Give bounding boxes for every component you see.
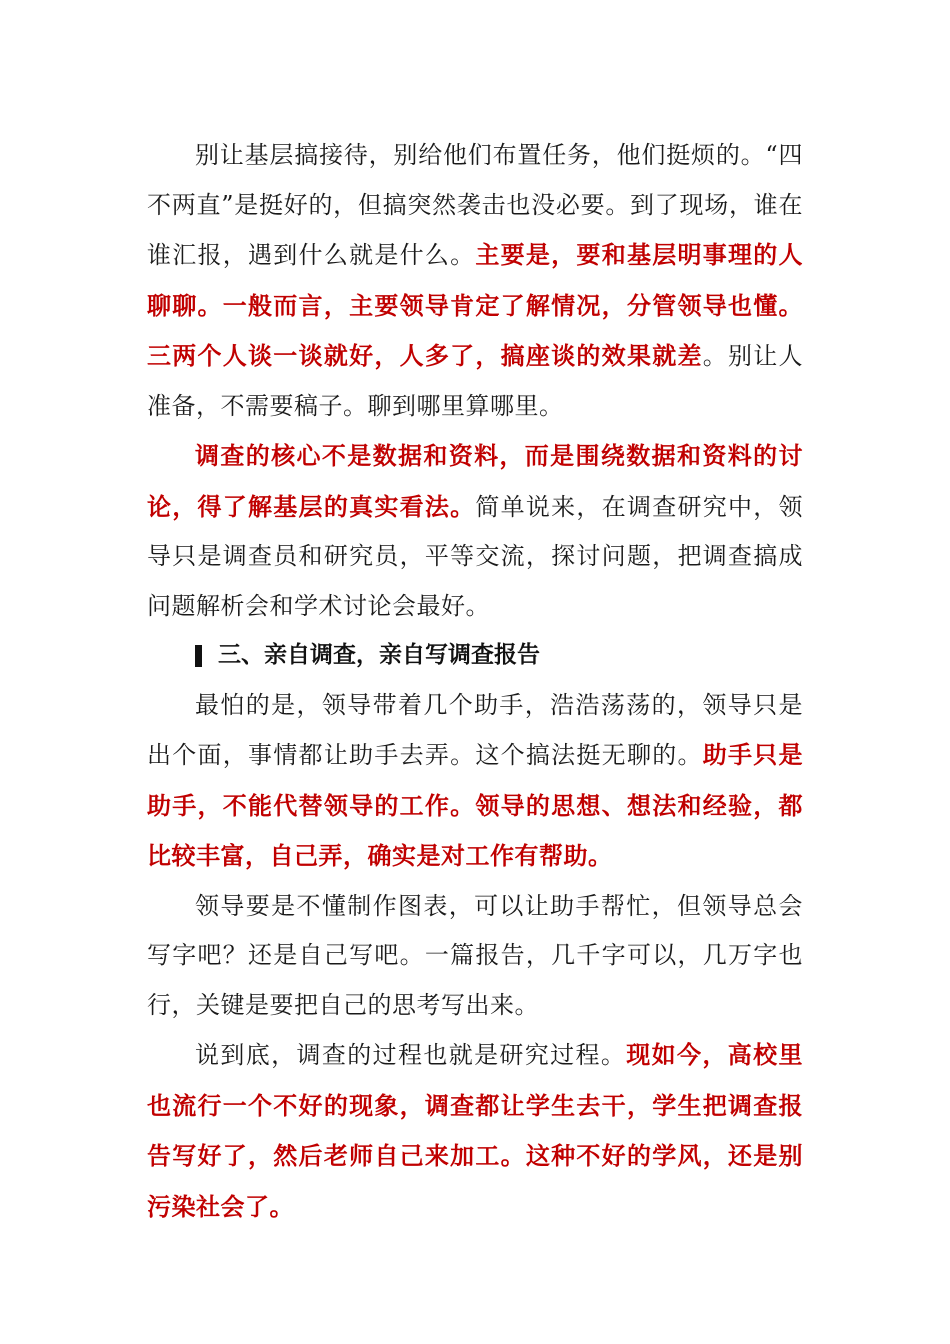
paragraph-3 (147, 681, 803, 882)
text-segment: 领导要是不懂制作图表，可以让助手帮忙，但领导总会写字吧？还是自己写吧。一篇报告，几千字可以，几万字也行，关键是要把自己的思考写出来。 (147, 891, 803, 1019)
paragraphs-after-section (147, 681, 803, 1233)
section-heading-text: 三、亲自调查，亲自写调查报告 (218, 642, 540, 668)
text-segment: 最怕的是，领导带着几个助手，浩浩荡荡的，领导只是出个面，事情都让助手去弄。这个搞法挺无聊的。 (147, 690, 803, 769)
highlight-segment: 现如今，高校里也流行一个不好的现象，调查都让学生去干，学生把调查报告写好了，然后老师自己来加工。这种不好的学风，还是别污染社会了。 (147, 1040, 803, 1221)
paragraph-4 (147, 882, 803, 1031)
text-segment: 别让基层搞接待，别给他们布置任务，他们挺烦的。“四不两直”是挺好的，但搞突然袭击也没必要。到了现场，谁在谁汇报，遇到什么就是什么。 (147, 141, 803, 269)
paragraphs-before-section (147, 131, 803, 631)
text-segment: 。别让人准备，不需要稿子。聊到哪里算哪里。 (147, 342, 803, 420)
text-segment: 说到底，调查的过程也就是研究过程。 (195, 1041, 627, 1069)
highlight-segment: 调查的核心不是数据和资料，而是围绕数据和资料的讨论，得了解基层的真实看法。 (147, 441, 803, 521)
heading-bar-marker (195, 645, 202, 667)
paragraph-1 (147, 131, 803, 431)
document-page (147, 131, 803, 1232)
highlight-segment: 助手只是助手，不能代替领导的工作。领导的思想、想法和经验，都比较丰富，自己弄，确实是对工作有帮助。 (147, 740, 803, 870)
highlight-segment: 主要是，要和基层明事理的人聊聊。一般而言，主要领导肯定了解情况，分管领导也懂。三两个人谈一谈就好，人多了，搞座谈的效果就差 (147, 240, 804, 370)
section-heading (147, 631, 803, 681)
text-segment: 简单说来，在调查研究中，领导只是调查员和研究员，平等交流，探讨问题，把调查搞成问题解析会和学术讨论会最好。 (147, 492, 804, 620)
paragraph-5 (147, 1030, 803, 1232)
paragraph-2 (147, 431, 803, 631)
